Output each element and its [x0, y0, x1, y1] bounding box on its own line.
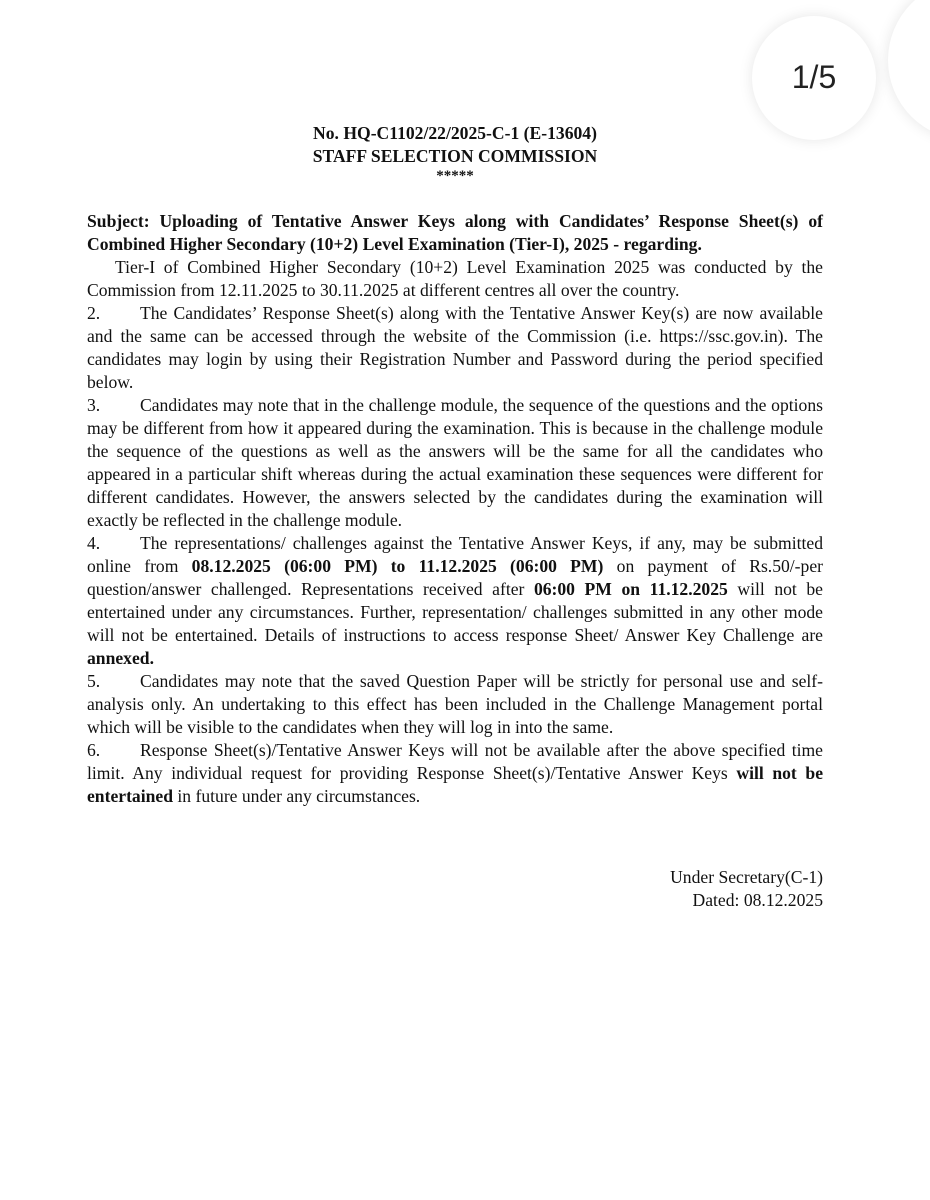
- paragraph-number: 5.: [87, 671, 101, 691]
- organization-name: STAFF SELECTION COMMISSION: [312, 146, 598, 166]
- paragraph-number: 3.: [87, 395, 101, 415]
- paragraph-text: will not be entertained under any circumstances. Further, representation/ challenges submitted in any other mode will not be entertained. Details of instructions to access response Sheet/ Answer Key Challenge are: [87, 579, 823, 645]
- page-indicator-text: 1/5: [791, 58, 837, 95]
- viewer-control-button[interactable]: [888, 0, 930, 140]
- paragraph-1: Tier-I of Combined Higher Secondary (10+2) Level Examination 2025 was conducted by the Commission from 12.11.2025 to 30.11.2025 at different centres all over the country.: [87, 257, 823, 300]
- separator-stars: *****: [436, 168, 474, 184]
- signature-block: [87, 866, 823, 912]
- paragraph-text: on payment of Rs.50/-per question/answer challenged. Representations received after: [87, 556, 823, 599]
- paragraph-text: The representations/ challenges against the Tentative Answer Keys, if any, may be submitted online from: [87, 533, 823, 576]
- paragraph-5: [87, 670, 823, 739]
- paragraph-6: [87, 739, 823, 808]
- paragraph-text: in future under any circumstances.: [173, 786, 421, 806]
- paragraph-number: 2.: [87, 303, 101, 323]
- paragraph-3: [87, 394, 823, 532]
- challenge-window-dates: 08.12.2025 (06:00 PM) to 11.12.2025 (06:00 PM): [191, 556, 604, 576]
- paragraph-4: [87, 532, 823, 670]
- paragraph-text: Candidates may note that the saved Question Paper will be strictly for personal use and self-analysis only. An undertaking to this effect has been included in the Challenge Management portal which will be visible to the candidates when they will log in into the same.: [87, 671, 823, 737]
- paragraph-text: Response Sheet(s)/Tentative Answer Keys will not be available after the above specified time limit. Any individual request for providing Response Sheet(s)/Tentative Answer Keys: [87, 740, 823, 783]
- paragraph-2: [87, 302, 823, 394]
- subject-line: Subject: Uploading of Tentative Answer Keys along with Candidates’ Response Sheet(s) of Combined Higher Secondary (10+2) Level Examination (Tier-I), 2025 - regarding.: [87, 211, 823, 254]
- not-entertained-emphasis: will not be entertained: [87, 763, 824, 806]
- paragraph-text: The Candidates’ Response Sheet(s) along with the Tentative Answer Key(s) are now available and the same can be accessed through the website of the Commission (i.e. https://ssc.gov.in). The candidates may login by using their Registration Number and Password during the period specified below.: [87, 303, 823, 392]
- reference-number: No. HQ-C1102/22/2025-C-1 (E-13604): [313, 123, 597, 143]
- signature-date: Dated: 08.12.2025: [692, 890, 823, 910]
- paragraph-number: 4.: [87, 533, 101, 553]
- deadline-datetime: 06:00 PM on 11.12.2025: [533, 579, 728, 599]
- signatory-designation: Under Secretary(C-1): [670, 867, 823, 887]
- document-page: [87, 122, 823, 912]
- annexed-note: annexed.: [87, 648, 154, 668]
- paragraph-text: Candidates may note that in the challenge module, the sequence of the questions and the options may be different from how it appeared during the examination. This is because in the challenge module the sequence of the questions as well as the answers will be the same for all the candidates who appeared in a particular shift whereas during the actual examination these sequences were different for different candidates. However, the answers selected by the candidates during the examination will exactly be reflected in the challenge module.: [87, 395, 823, 530]
- paragraph-number: 6.: [87, 740, 101, 760]
